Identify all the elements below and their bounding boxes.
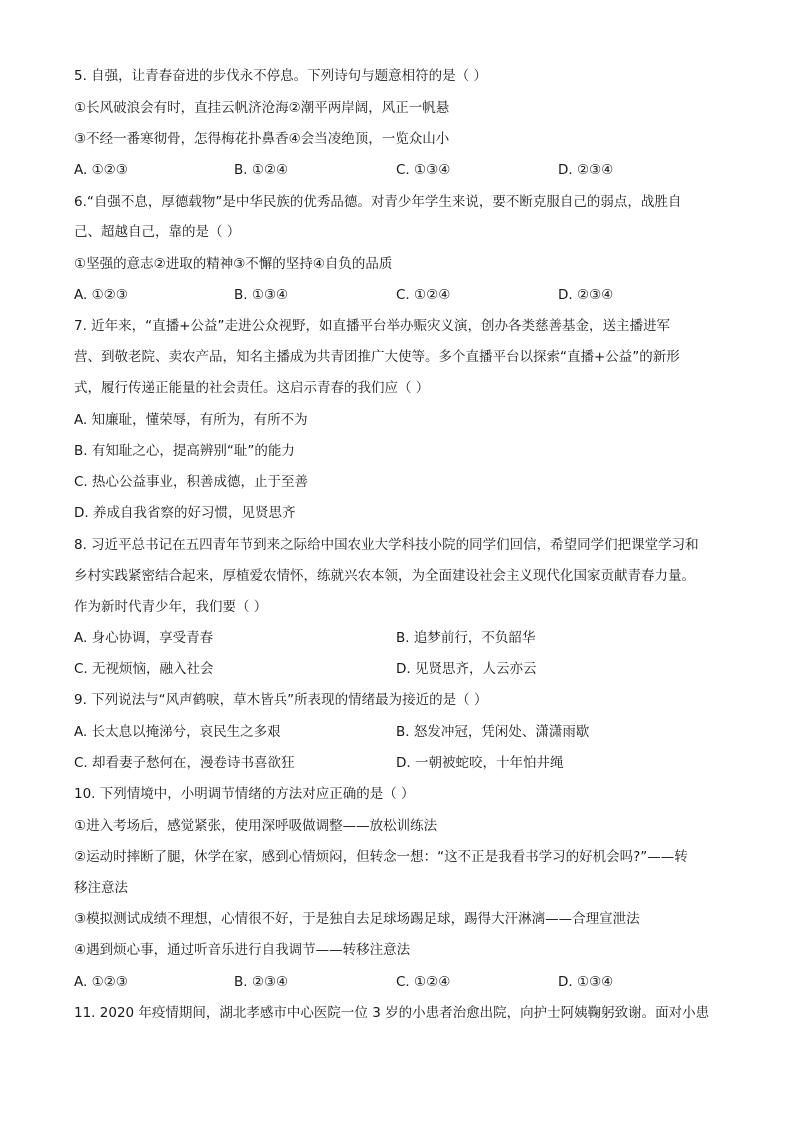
q7-option-b: B. 有知耻之心，提高辨别“耻”的能力 bbox=[74, 443, 295, 459]
q6-option-a: A. ①②③ bbox=[74, 287, 128, 303]
q8-option-d: D. 见贤思齐，人云亦云 bbox=[396, 661, 537, 677]
q10-item1: ①进入考场后，感觉紧张，使用深呼吸做调整——放松训练法 bbox=[74, 818, 438, 834]
q10-item3: ③模拟测试成绩不理想，心情很不好，于是独自去足球场踢足球，踢得大汗淋漓——合理宣泄法 bbox=[74, 911, 640, 927]
q7-stem-line3: 式，履行传递正能量的社会责任。这启示青春的我们应（ ） bbox=[74, 380, 430, 396]
q7-option-c: C. 热心公益事业，积善成德，止于至善 bbox=[74, 474, 309, 490]
q6-option-b: B. ①③④ bbox=[234, 287, 289, 303]
q8-option-a: A. 身心协调，享受青春 bbox=[74, 630, 214, 646]
q6-stem-line1: 6.“自强不息，厚德载物”是中华民族的优秀品德。对青少年学生来说，要不断克服自己的弱点，战胜自 bbox=[74, 194, 682, 210]
q8-stem-line3: 作为新时代青少年，我们要（ ） bbox=[74, 599, 268, 615]
q5-option-d: D. ②③④ bbox=[558, 162, 614, 178]
q10-item2-line1: ②运动时摔断了腿，休学在家，感到心情烦闷，但转念一想：“这不正是我看书学习的好机会吗?”——转 bbox=[74, 849, 688, 865]
q9-option-b: B. 怒发冲冠，凭闲处、潇潇雨歇 bbox=[396, 724, 590, 740]
q10-option-d: D. ①③④ bbox=[558, 974, 614, 990]
q8-option-b: B. 追梦前行，不负韶华 bbox=[396, 630, 536, 646]
q6-option-d: D. ②③④ bbox=[558, 287, 614, 303]
q7-option-d: D. 养成自我省察的好习惯，见贤思齐 bbox=[74, 505, 296, 521]
q9-option-a: A. 长太息以掩涕兮，哀民生之多艰 bbox=[74, 724, 281, 740]
q5-option-c: C. ①③④ bbox=[396, 162, 451, 178]
q7-stem-line1: 7. 近年来，“直播+公益”走进公众视野，如直播平台举办赈灾义演，创办各类慈善基金，送主播进军 bbox=[74, 318, 670, 334]
q11-stem-line1: 11. 2020 年疫情期间，湖北孝感市中心医院一位 3 岁的小患者治愈出院，向护士阿姨鞠躬致谢。面对小患 bbox=[74, 1005, 710, 1021]
q5-option-a: A. ①②③ bbox=[74, 162, 128, 178]
q9-option-d: D. 一朝被蛇咬，十年怕井绳 bbox=[396, 755, 564, 771]
q5-stem: 5. 自强，让青春奋进的步伐永不停息。下列诗句与题意相符的是（ ） bbox=[74, 68, 487, 84]
q9-stem: 9. 下列说法与“风声鹤唳，草木皆兵”所表现的情绪最为接近的是（ ） bbox=[74, 692, 488, 708]
q10-stem: 10. 下列情境中，小明调节情绪的方法对应正确的是（ ） bbox=[74, 786, 415, 802]
q10-item4: ④遇到烦心事，通过听音乐进行自我调节——转移注意法 bbox=[74, 942, 411, 958]
q5-items-line1: ①长风破浪会有时，直挂云帆济沧海②潮平两岸阔，风正一帆悬 bbox=[74, 100, 450, 116]
q5-option-b: B. ①②④ bbox=[234, 162, 289, 178]
q7-stem-line2: 营、到敬老院、卖农产品，知名主播成为共青团推广大使等。多个直播平台以探索“直播+公益”的新形 bbox=[74, 349, 680, 365]
q6-option-c: C. ①②④ bbox=[396, 287, 451, 303]
q8-option-c: C. 无视烦恼，融入社会 bbox=[74, 661, 214, 677]
q10-item2-line2: 移注意法 bbox=[74, 880, 128, 896]
q7-option-a: A. 知廉耻，懂荣辱，有所为，有所不为 bbox=[74, 412, 308, 428]
q8-stem-line1: 8. 习近平总书记在五四青年节到来之际给中国农业大学科技小院的同学们回信，希望同学们把课堂学习和 bbox=[74, 537, 699, 553]
q10-option-a: A. ①②③ bbox=[74, 974, 128, 990]
q10-option-b: B. ②③④ bbox=[234, 974, 289, 990]
q6-stem-line2: 己、超越自己，靠的是（ ） bbox=[74, 224, 241, 240]
q5-items-line2: ③不经一番寒彻骨，怎得梅花扑鼻香④会当凌绝顶，一览众山小 bbox=[74, 131, 450, 147]
q10-option-c: C. ①②④ bbox=[396, 974, 451, 990]
q9-option-c: C. 却看妻子愁何在，漫卷诗书喜欲狂 bbox=[74, 755, 295, 771]
q6-items: ①坚强的意志②进取的精神③不懈的坚持④自负的品质 bbox=[74, 256, 393, 272]
q8-stem-line2: 乡村实践紧密结合起来，厚植爱农情怀，练就兴农本领，为全面建设社会主义现代化国家贡献青春力量。 bbox=[74, 568, 695, 584]
